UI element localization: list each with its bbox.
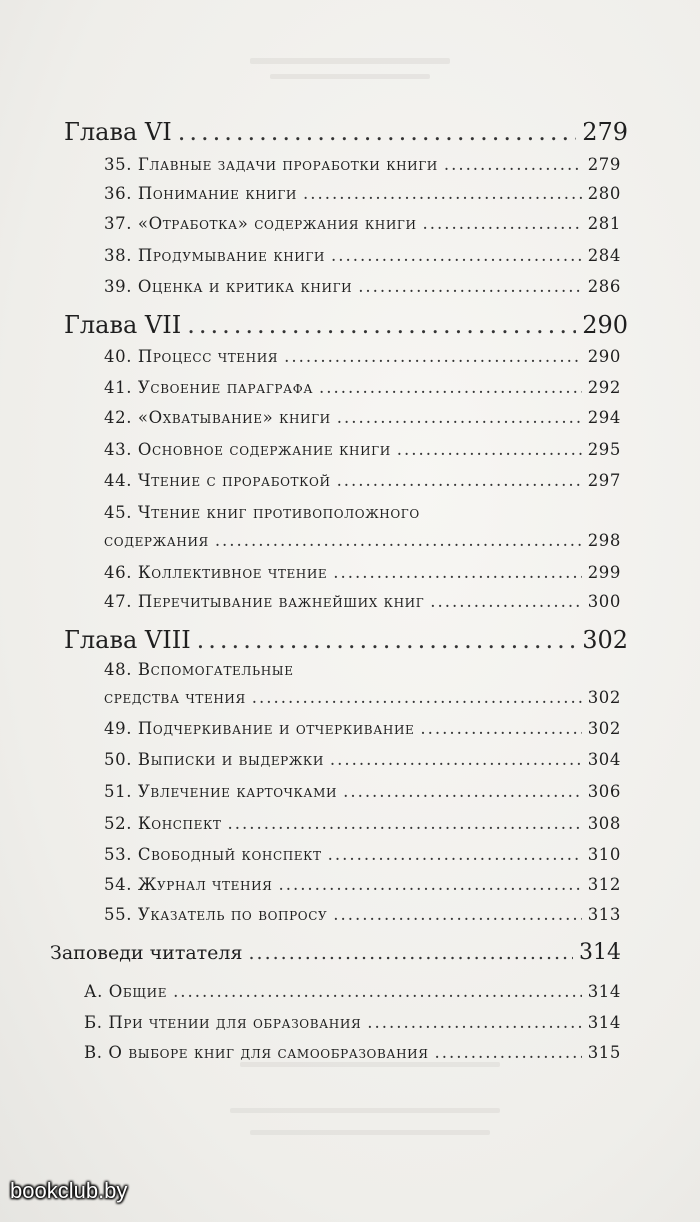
leader-dots (343, 782, 582, 801)
leader-dots (178, 118, 576, 146)
section-page-number: 292 (587, 378, 621, 397)
bleed-through-mark (250, 58, 450, 64)
leader-dots (367, 1013, 581, 1032)
toc-section-row[interactable] (104, 408, 621, 427)
section-label: 38. Продумывание книги (104, 246, 325, 265)
toc-chapter-row[interactable] (50, 940, 621, 965)
chapter-title: Заповеди читателя (50, 942, 243, 964)
section-label: содержания (104, 531, 209, 550)
toc-section-row[interactable] (104, 246, 621, 265)
chapter-page-number: 279 (582, 118, 628, 146)
chapter-title: Глава VII (64, 311, 182, 339)
section-label: 42. «Охватывание» книги (104, 408, 331, 427)
section-page-number: 295 (587, 440, 621, 459)
section-label: 49. Подчеркивание и отчеркивание (104, 719, 415, 738)
leader-dots (430, 592, 581, 611)
section-label-first-line[interactable]: 45. Чтение книг противоположного (104, 503, 420, 522)
section-page-number: 314 (587, 1013, 621, 1032)
leader-dots (303, 184, 582, 203)
toc-section-row[interactable] (104, 347, 621, 366)
toc-section-row[interactable] (104, 592, 621, 611)
section-page-number: 300 (587, 592, 621, 611)
section-page-number: 280 (587, 184, 621, 203)
section-page-number: 304 (587, 750, 621, 769)
toc-section-row[interactable] (84, 982, 621, 1001)
toc-section-row[interactable] (104, 155, 621, 174)
section-page-number: 299 (587, 563, 621, 582)
toc-section-row[interactable] (104, 750, 621, 769)
leader-dots (423, 214, 582, 233)
toc-section-row[interactable] (104, 688, 621, 707)
leader-dots (444, 155, 582, 174)
section-page-number: 294 (587, 408, 621, 427)
leader-dots (358, 277, 582, 296)
leader-dots (397, 440, 582, 459)
toc-section-row[interactable] (104, 531, 621, 550)
section-label: Б. При чтении для образования (84, 1013, 362, 1032)
section-label: 37. «Отработка» содержания книги (104, 214, 417, 233)
section-label: 50. Выписки и выдержки (104, 750, 324, 769)
bleed-through-mark (230, 1108, 500, 1113)
section-label: 52. Конспект (104, 814, 222, 833)
toc-chapter-row[interactable] (64, 118, 628, 146)
leader-dots (337, 408, 582, 427)
section-label: 51. Увлечение карточками (104, 782, 338, 801)
section-label: 53. Свободный конспект (104, 845, 322, 864)
leader-dots (435, 1043, 582, 1062)
toc-section-row[interactable] (104, 378, 621, 397)
leader-dots (227, 814, 581, 833)
section-label-first-line[interactable]: 48. Вспомогательные (104, 660, 294, 679)
leader-dots (278, 875, 581, 894)
toc-section-row[interactable] (84, 1013, 621, 1032)
section-label: 40. Процесс чтения (104, 347, 279, 366)
leader-dots (252, 688, 582, 707)
toc-chapter-row[interactable] (64, 311, 628, 339)
section-page-number: 302 (587, 688, 621, 707)
bleed-through-mark (240, 1062, 500, 1067)
section-label: 44. Чтение с проработкой (104, 471, 331, 490)
section-page-number: 281 (587, 214, 621, 233)
section-page-number: 286 (587, 277, 621, 296)
toc-chapter-row[interactable] (64, 626, 628, 654)
chapter-page-number: 290 (582, 311, 628, 339)
toc-section-row[interactable] (104, 719, 621, 738)
chapter-page-number: 314 (579, 940, 621, 965)
section-page-number: 310 (587, 845, 621, 864)
bleed-through-mark (250, 1130, 490, 1135)
toc-section-row[interactable] (104, 471, 621, 490)
section-page-number: 314 (587, 982, 621, 1001)
toc-section-row[interactable] (104, 875, 621, 894)
section-label: средства чтения (104, 688, 246, 707)
section-label: В. О выборе книг для самообразования (84, 1043, 429, 1062)
bleed-through-mark (270, 74, 430, 79)
toc-section-row[interactable] (104, 563, 621, 582)
leader-dots (420, 719, 581, 738)
section-page-number: 306 (587, 782, 621, 801)
section-label: А. Общие (84, 982, 168, 1001)
leader-dots (215, 531, 582, 550)
section-label: 46. Коллективное чтение (104, 563, 328, 582)
section-label: 55. Указатель по вопросу (104, 905, 328, 924)
leader-dots (333, 905, 581, 924)
leader-dots (284, 347, 582, 366)
watermark-text: bookclub.by (10, 1178, 128, 1203)
leader-dots (331, 246, 582, 265)
toc-section-row[interactable] (104, 214, 621, 233)
toc-section-row[interactable] (104, 905, 621, 924)
toc-section-row[interactable] (104, 184, 621, 203)
section-label: 39. Оценка и критика книги (104, 277, 353, 296)
section-page-number: 284 (587, 246, 621, 265)
section-label: 41. Усвоение параграфа (104, 378, 314, 397)
chapter-page-number: 302 (582, 626, 628, 654)
section-page-number: 315 (587, 1043, 621, 1062)
toc-section-row[interactable] (104, 440, 621, 459)
section-page-number: 308 (587, 814, 621, 833)
section-label: 36. Понимание книги (104, 184, 297, 203)
section-page-number: 302 (587, 719, 621, 738)
section-label: 43. Основное содержание книги (104, 440, 391, 459)
toc-section-row[interactable] (104, 782, 621, 801)
toc-section-row[interactable] (104, 814, 621, 833)
section-page-number: 297 (587, 471, 621, 490)
leader-dots (187, 311, 576, 339)
leader-dots (249, 942, 574, 964)
section-page-number: 279 (587, 155, 621, 174)
toc-section-row[interactable] (84, 1043, 621, 1062)
section-label: 54. Журнал чтения (104, 875, 273, 894)
leader-dots (337, 471, 582, 490)
leader-dots (330, 750, 582, 769)
section-label: 47. Перечитывание важнейших книг (104, 592, 425, 611)
section-page-number: 298 (587, 531, 621, 550)
leader-dots (173, 982, 582, 1001)
section-page-number: 313 (587, 905, 621, 924)
chapter-title: Глава VIII (64, 626, 191, 654)
leader-dots (197, 626, 577, 654)
chapter-title: Глава VI (64, 118, 172, 146)
leader-dots (319, 378, 582, 397)
leader-dots (328, 845, 582, 864)
section-page-number: 312 (587, 875, 621, 894)
toc-section-row[interactable] (104, 277, 621, 296)
toc-section-row[interactable] (104, 845, 621, 864)
leader-dots (333, 563, 581, 582)
section-page-number: 290 (587, 347, 621, 366)
section-label: 35. Главные задачи проработки книги (104, 155, 438, 174)
